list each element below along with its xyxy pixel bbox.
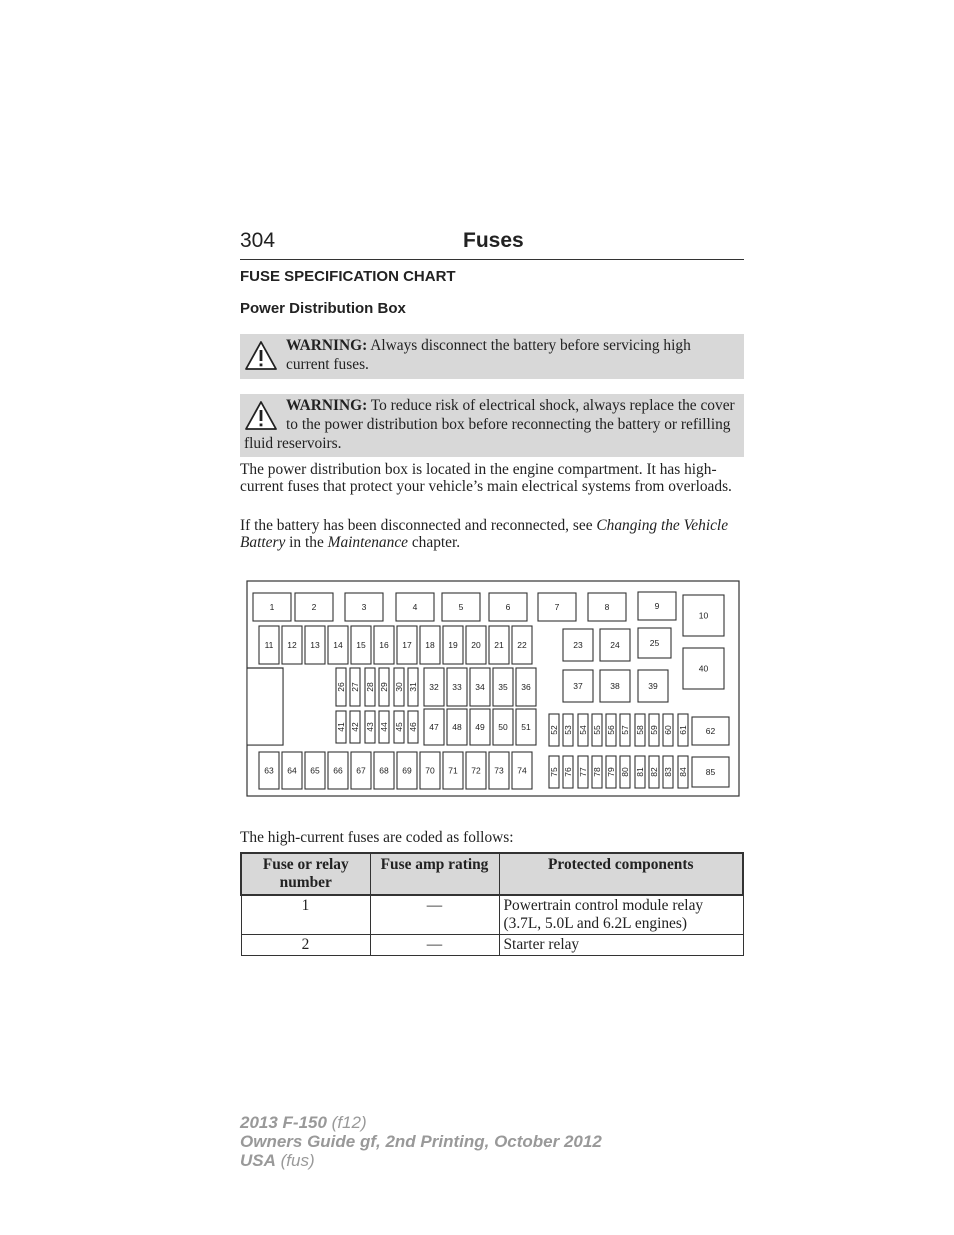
fuse-label-73: 73 — [494, 765, 504, 776]
header-divider — [240, 259, 744, 260]
location-paragraph: The power distribution box is located in the engine compartment. It has high-current fuses that protect your vehicle’s main electrical systems from overloads. — [240, 461, 732, 495]
warning-text: Always disconnect the battery before servicing high current fuses. — [286, 337, 691, 373]
fuse-label-59: 59 — [649, 725, 659, 735]
fuse-label-19: 19 — [448, 640, 458, 650]
fuse-label-20: 20 — [471, 640, 481, 650]
fuse-label-52: 52 — [549, 725, 559, 735]
warning-triangle-icon — [244, 340, 278, 372]
fuse-label-50: 50 — [498, 722, 508, 732]
fuse-label-14: 14 — [333, 640, 343, 650]
fuse-label-15: 15 — [356, 640, 366, 650]
amp-rating-cell: — — [370, 895, 499, 935]
warning-box-battery — [240, 334, 744, 379]
warning-box-shock — [240, 394, 744, 457]
chapter-reference: Maintenance — [327, 534, 408, 551]
fuse-label-53: 53 — [563, 725, 573, 735]
fuse-label-16: 16 — [379, 640, 389, 650]
fuse-label-28: 28 — [365, 682, 375, 692]
fuse-label-76: 76 — [563, 767, 573, 777]
column-header: Fuse or relay number — [241, 853, 370, 895]
footer-guide-line: Owners Guide gf, 2nd Printing, October 2012 — [240, 1132, 602, 1151]
column-header: Protected components — [499, 853, 743, 895]
fuse-label-71: 71 — [448, 765, 458, 776]
fuse-label-22: 22 — [517, 640, 527, 650]
fuse-label-37: 37 — [573, 681, 583, 691]
fuse-label-26: 26 — [336, 682, 346, 692]
fuse-label-51: 51 — [521, 722, 531, 732]
fuse-label-24: 24 — [610, 640, 620, 650]
fuse-label-77: 77 — [578, 767, 588, 777]
fuse-label-3: 3 — [361, 602, 367, 612]
fuse-label-82: 82 — [649, 767, 659, 777]
fuse-label-33: 33 — [452, 682, 462, 692]
fuse-label-1: 1 — [269, 602, 275, 612]
fuse-label-7: 7 — [554, 602, 560, 612]
fuse-label-17: 17 — [402, 640, 412, 650]
fuse-label-67: 67 — [356, 765, 366, 776]
fuse-label-34: 34 — [475, 682, 485, 692]
fuse-label-31: 31 — [408, 682, 418, 692]
footer-code: (f12) — [326, 1113, 367, 1132]
fuse-label-81: 81 — [635, 767, 645, 777]
text-span: chapter. — [407, 534, 461, 551]
footer-model-line — [240, 1113, 602, 1132]
fuse-label-65: 65 — [310, 765, 320, 776]
fuse-label-35: 35 — [498, 682, 508, 692]
fuse-label-21: 21 — [494, 640, 504, 650]
fuse-label-49: 49 — [475, 722, 485, 732]
fuse-label-63: 63 — [264, 765, 274, 776]
fuse-label-61: 61 — [678, 725, 688, 735]
fuse-label-36: 36 — [521, 682, 531, 692]
fuse-table — [240, 852, 744, 956]
fuse-label-68: 68 — [379, 765, 389, 776]
fuse-box-diagram — [240, 575, 744, 801]
fuse-label-43: 43 — [365, 722, 375, 732]
fuse-label-85: 85 — [705, 767, 716, 777]
fuse-label-47: 47 — [429, 722, 439, 732]
fuse-label-69: 69 — [402, 765, 412, 776]
footer-code: (fus) — [275, 1151, 315, 1170]
fuse-label-70: 70 — [425, 765, 435, 776]
fuse-label-44: 44 — [379, 722, 389, 732]
fuse-label-74: 74 — [517, 765, 527, 776]
table-row — [241, 895, 743, 935]
fuse-label-12: 12 — [287, 640, 297, 650]
fuse-number-cell: 1 — [241, 895, 370, 935]
fuse-label-29: 29 — [379, 682, 389, 692]
fuse-label-64: 64 — [287, 765, 297, 776]
section-title: FUSE SPECIFICATION CHART — [240, 268, 456, 285]
amp-rating-cell: — — [370, 935, 499, 956]
fuse-label-38: 38 — [610, 681, 620, 691]
fuse-label-39: 39 — [648, 681, 658, 691]
fuse-number-cell: 2 — [241, 935, 370, 956]
column-header: Fuse amp rating — [370, 853, 499, 895]
fuse-label-18: 18 — [425, 640, 435, 650]
subsection-title: Power Distribution Box — [240, 300, 406, 317]
fuse-label-4: 4 — [412, 602, 418, 612]
fuse-label-75: 75 — [549, 767, 559, 777]
text-span: If the battery has been disconnected and reconnected, see — [240, 517, 597, 534]
table-intro: The high-current fuses are coded as follows: — [240, 829, 514, 846]
fuse-label-40: 40 — [698, 663, 709, 674]
fuse-label-2: 2 — [311, 602, 317, 612]
fuse-label-41: 41 — [336, 722, 346, 732]
page-number: 304 — [240, 229, 276, 252]
footer-region-line — [240, 1151, 602, 1170]
fuse-label-78: 78 — [592, 767, 602, 777]
fuse-label-55: 55 — [592, 725, 602, 735]
fuse-label-27: 27 — [350, 682, 360, 692]
fuse-label-23: 23 — [573, 640, 583, 650]
fuse-label-58: 58 — [635, 725, 645, 735]
notch-mask — [248, 669, 283, 745]
table-header-row — [241, 853, 743, 895]
footer-model: 2013 F-150 — [240, 1113, 327, 1132]
fuse-label-60: 60 — [663, 725, 673, 735]
fuse-label-45: 45 — [394, 722, 404, 732]
fuse-label-46: 46 — [408, 722, 418, 732]
fuse-label-9: 9 — [654, 601, 660, 611]
component-cell: Powertrain control module relay (3.7L, 5.0L and 6.2L engines) — [499, 895, 743, 935]
fuse-label-80: 80 — [620, 767, 630, 777]
fuse-label-66: 66 — [333, 765, 343, 776]
fuse-label-54: 54 — [578, 725, 588, 735]
fuse-label-79: 79 — [606, 767, 616, 777]
fuse-label-72: 72 — [471, 765, 481, 776]
fuse-label-42: 42 — [350, 722, 360, 732]
warning-label: WARNING: — [286, 397, 368, 414]
fuse-label-10: 10 — [698, 610, 709, 621]
page-footer — [240, 1113, 602, 1170]
fuse-label-6: 6 — [505, 602, 511, 612]
fuse-label-5: 5 — [458, 602, 464, 612]
footer-region: USA — [240, 1151, 276, 1170]
fuse-label-11: 11 — [264, 640, 274, 650]
fuse-label-83: 83 — [663, 767, 673, 777]
fuse-label-30: 30 — [394, 682, 404, 692]
fuse-label-84: 84 — [678, 767, 688, 777]
table-row — [241, 935, 743, 956]
fuse-label-32: 32 — [429, 682, 439, 692]
fuse-label-13: 13 — [310, 640, 320, 650]
fuse-label-25: 25 — [649, 638, 660, 648]
component-cell: Starter relay — [499, 935, 743, 956]
fuse-label-48: 48 — [452, 722, 462, 732]
cross-reference-link: Changing the Vehicle Battery — [240, 517, 729, 551]
battery-paragraph — [240, 517, 744, 551]
warning-text: To reduce risk of electrical shock, always replace the cover to the power distribution box before reconnecting the battery or refilling fluid reservoirs. — [244, 397, 735, 452]
fuse-label-8: 8 — [604, 602, 610, 612]
fuse-label-62: 62 — [705, 726, 716, 736]
fuse-label-56: 56 — [606, 725, 616, 735]
warning-label: WARNING: — [286, 337, 368, 354]
fuse-label-57: 57 — [620, 725, 630, 735]
warning-triangle-icon — [244, 400, 278, 432]
text-span: in the — [285, 534, 328, 551]
page-title: Fuses — [463, 229, 524, 252]
